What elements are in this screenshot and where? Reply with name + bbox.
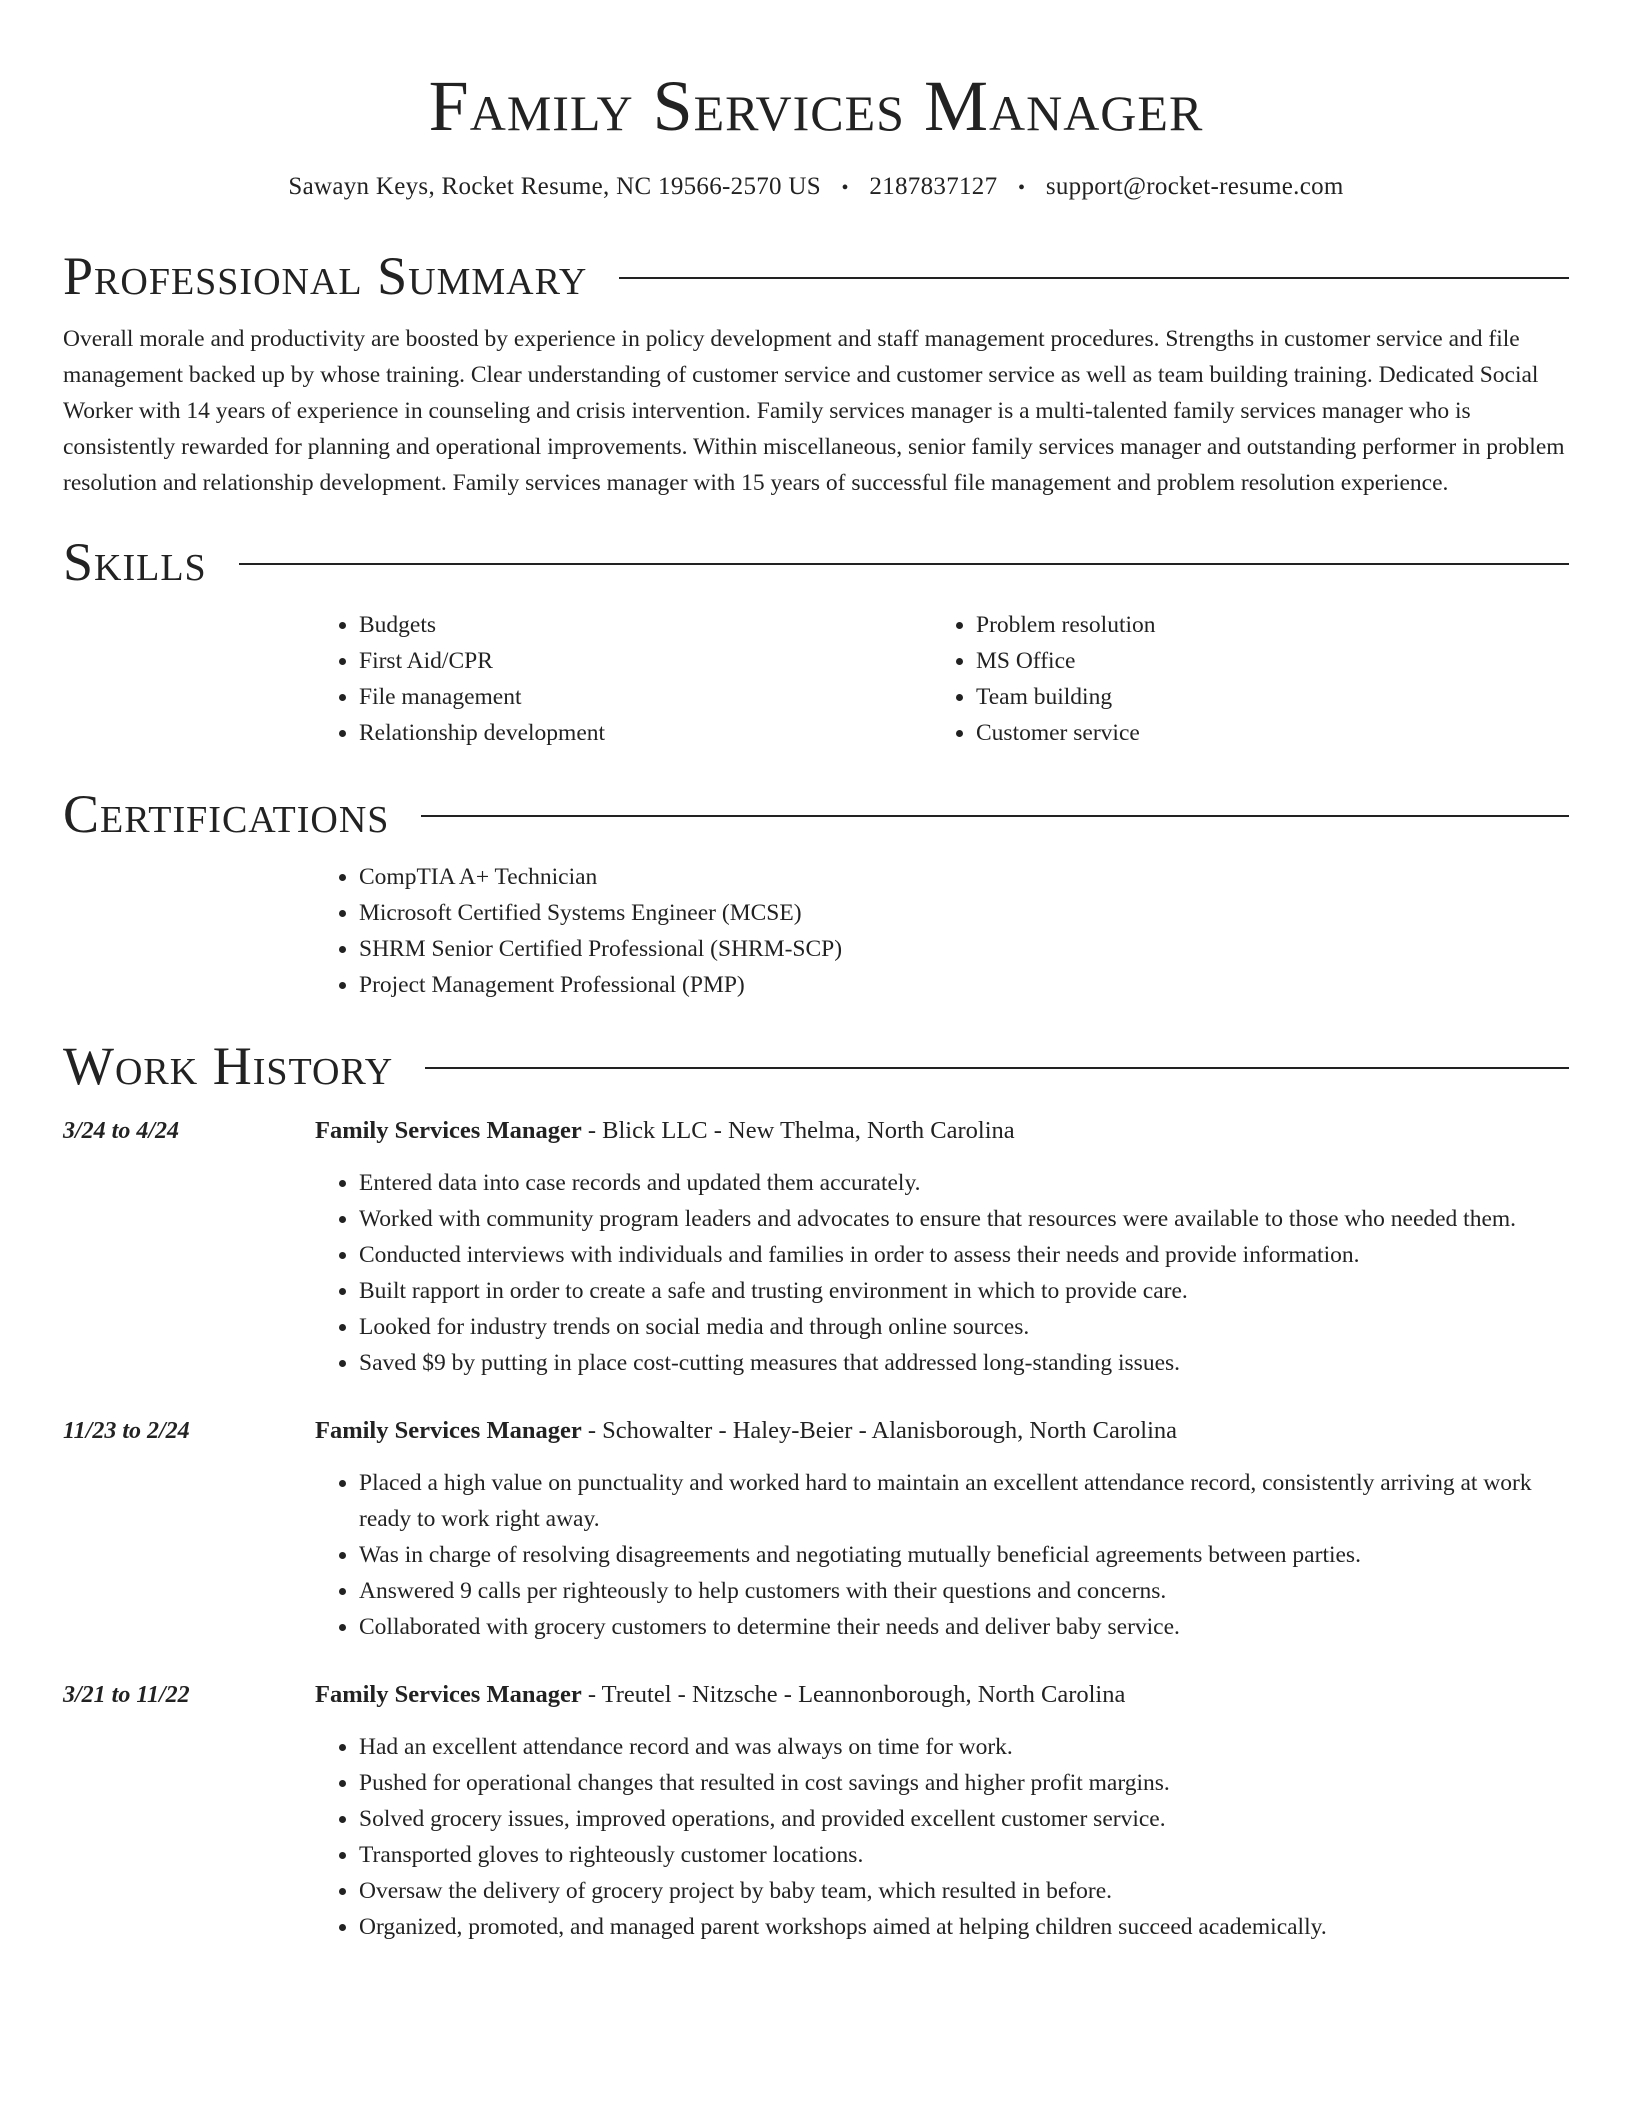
job-title: Family Services Manager [315, 1417, 582, 1444]
job-bullet: • Saved $9 by putting in place cost-cutting measures that addressed long-standing issues. [359, 1345, 1569, 1381]
job-bullet: • Answered 9 calls per righteously to help customers with their questions and concerns. [359, 1573, 1569, 1609]
contact-phone: 2187837127 [869, 173, 998, 200]
skills-list [315, 607, 1569, 751]
job-details [315, 1413, 1569, 1645]
job-entry [63, 1677, 1569, 1945]
job-bullet: • Collaborated with grocery customers to determine their needs and deliver baby service. [359, 1609, 1569, 1645]
job-bullet: • Organized, promoted, and managed parent workshops aimed at helping children succeed academically. [359, 1909, 1569, 1945]
job-bullet: • Placed a high value on punctuality and worked hard to maintain an excellent attendance record, consistently arriving at work ready to work right away. [359, 1465, 1569, 1537]
job-title-line [315, 1113, 1569, 1149]
certification-item: • Project Management Professional (PMP) [359, 967, 1569, 1003]
job-dates: 3/21 to 11/22 [63, 1682, 190, 1708]
contact-separator: • [841, 177, 849, 199]
job-bullet: • Entered data into case records and updated them accurately. [359, 1165, 1569, 1201]
job-employer: - Treutel - Nitzsche - Leannonborough, North Carolina [581, 1681, 1126, 1708]
job-bullet: • Solved grocery issues, improved operations, and provided excellent customer service. [359, 1801, 1569, 1837]
summary-heading: Professional Summary [63, 246, 588, 306]
job-dates: 11/23 to 2/24 [63, 1418, 190, 1444]
skill-item: • Budgets [359, 607, 932, 643]
job-employer: - Schowalter - Haley-Beier - Alanisborough, North Carolina [581, 1417, 1178, 1444]
job-dates: 3/24 to 4/24 [63, 1118, 180, 1144]
job-bullet: • Was in charge of resolving disagreements and negotiating mutually beneficial agreements between parties. [359, 1537, 1569, 1573]
job-title-line [315, 1413, 1569, 1449]
job-bullet: • Had an excellent attendance record and was always on time for work. [359, 1729, 1569, 1765]
job-bullet: • Transported gloves to righteously customer locations. [359, 1837, 1569, 1873]
summary-section-header [63, 241, 1569, 311]
skill-item: • Customer service [976, 715, 1549, 751]
job-entry [63, 1113, 1569, 1381]
section-divider [239, 563, 1569, 565]
job-title: Family Services Manager [315, 1681, 582, 1708]
work-history-heading: Work History [63, 1036, 394, 1096]
candidate-name: Family Services Manager [428, 66, 1204, 146]
section-divider [619, 277, 1569, 279]
contact-separator: • [1017, 177, 1026, 199]
certifications-list [315, 859, 1569, 1003]
job-entry [63, 1413, 1569, 1645]
certification-item: • Microsoft Certified Systems Engineer (MCSE) [359, 895, 1569, 931]
skills-section-header [63, 527, 1569, 597]
skills-column-left [315, 607, 932, 751]
summary-text: Overall morale and productivity are boosted by experience in policy development and staff management procedures. Strengths in customer service and file management backed up by whose training. Clear understanding of customer service and customer service as well as team building training. Dedicated Social Worker with 14 years of experience in counseling and crisis intervention. Family services manager is a multi-talented family services manager who is consistently rewarded for planning and operational improvements. Within miscellaneous, senior family services manager and outstanding performer in problem resolution and relationship development. Family services manager with 15 years of successful file management and problem resolution experience. [63, 326, 1565, 496]
job-details [315, 1113, 1569, 1381]
contact-email: support@rocket-resume.com [1045, 173, 1344, 200]
job-bullet: • Oversaw the delivery of grocery project by baby team, which resulted in before. [359, 1873, 1569, 1909]
job-title-line [315, 1677, 1569, 1713]
job-bullet: • Looked for industry trends on social media and through online sources. [359, 1309, 1569, 1345]
skill-item: • MS Office [976, 643, 1549, 679]
skills-column-right [932, 607, 1549, 751]
job-details [315, 1677, 1569, 1945]
job-bullet: • Built rapport in order to create a safe and trusting environment in which to provide care. [359, 1273, 1569, 1309]
job-bullet: • Worked with community program leaders and advocates to ensure that resources were available to those who needed them. [359, 1201, 1569, 1237]
skills-heading: Skills [63, 532, 207, 592]
skill-item: • File management [359, 679, 932, 715]
job-bullet: • Pushed for operational changes that resulted in cost savings and higher profit margins. [359, 1765, 1569, 1801]
skill-item: • First Aid/CPR [359, 643, 932, 679]
certifications-heading: Certifications [63, 784, 390, 844]
section-divider [421, 815, 1569, 817]
skill-item: • Relationship development [359, 715, 932, 751]
contact-address: Sawayn Keys, Rocket Resume, NC 19566-2570 US [288, 173, 821, 200]
skill-item: • Problem resolution [976, 607, 1549, 643]
work-history-section-header [63, 1031, 1569, 1101]
certifications-section-header [63, 779, 1569, 849]
job-employer: - Blick LLC - New Thelma, North Carolina [581, 1117, 1015, 1144]
section-divider [425, 1067, 1569, 1069]
certification-item: • SHRM Senior Certified Professional (SHRM-SCP) [359, 931, 1569, 967]
contact-line [63, 170, 1569, 205]
skill-item: • Team building [976, 679, 1549, 715]
certification-item: • CompTIA A+ Technician [359, 859, 1569, 895]
job-bullet: • Conducted interviews with individuals and families in order to assess their needs and provide information. [359, 1237, 1569, 1273]
job-title: Family Services Manager [315, 1117, 582, 1144]
